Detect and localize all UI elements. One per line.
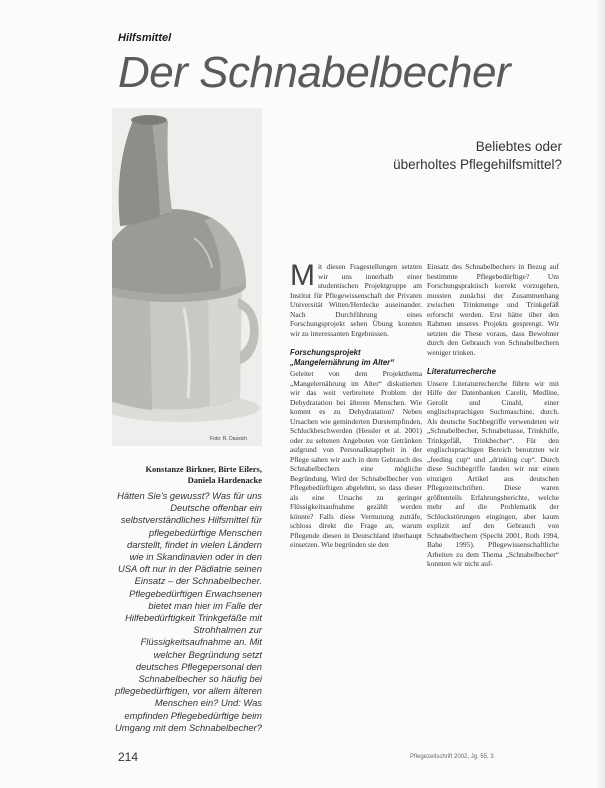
subtitle bbox=[300, 138, 562, 174]
article-photo bbox=[112, 108, 262, 446]
subtitle-line-1: Beliebtes oder bbox=[475, 139, 562, 154]
page-number: 214 bbox=[118, 750, 139, 764]
section-heading: Literaturrecherche bbox=[427, 367, 496, 376]
section-heading: Forschungsprojekt „Mangelernährung im Alter“ bbox=[290, 348, 395, 367]
authors-line-1: Konstanze Birkner, Birte Eilers, bbox=[145, 464, 262, 474]
body-column-2 bbox=[427, 262, 559, 569]
body-paragraph: Geleitet von dem Projektthema „Mangelernährung im Alter“ diskutierten wir das weit verbreitete Problem der Dehydratation bei älteren Menschen. Wie kommt es zu Dehydratation? Neben Ursachen wie geminderten Durstempfinden, Schluckbeschwerden (Hessler et al. 2001) oder zu seltenen Angeboten von Getränken aufgrund von Personalknappheit in der Pflege sahen wir auch in dem Gebrauch des Schnabelbechers eine mögliche Begründung. Wird der Schnabelbecher von Pflegebedürftigen abgelehnt, so dass dieser als eine Ursache zu geringer Flüssigkeitsaufnahme gezählt werden könnte? Falls diese Vermutung zuträfe, schloss direkt die Frage an, warum Pflegende diesen in Deutschland überhaupt einsetzen. Wie begründen sie den bbox=[290, 369, 422, 549]
body-paragraph: Einsatz des Schnabelbechers in Bezug auf bestimmte Pflegebedürftige? Um Forschungspraktisch korrekt vorzugehen, mussten zunächst der Zusammenhang zwischen Trinkmenge und Trinkgefäß erforscht werden. Erst hätte über den Rahmen unseres Projekts gesprengt. Wir setzten die These voraus, dass Bewohner durch den Gebrauch von Schnabelbechern weniger trinken. bbox=[427, 262, 559, 357]
section-label: Hilfsmittel bbox=[118, 32, 172, 44]
scan-edge-shading bbox=[595, 0, 605, 788]
subtitle-line-2: überholtes Pflegehilfsmittel? bbox=[393, 157, 562, 172]
authors bbox=[112, 464, 262, 485]
authors-line-2: Daniela Hardenacke bbox=[187, 474, 262, 485]
photo-credit: Foto: R. Dassich bbox=[210, 436, 247, 442]
feeding-cup-illustration bbox=[112, 108, 262, 446]
paragraph-text: it diesen Fragestellungen setzten wir uns innerhalb einer studentischen Projektgruppe am Institut für Pflegewissenschaft der Privaten Universität Witten/Herdecke auseinander. Nach Durchführung eines Forschungsprojekt sehen Übung konnten wir zu interessanten Ergebnissen. bbox=[290, 262, 422, 338]
body-paragraph bbox=[290, 259, 422, 338]
footer-reference: Pflegezeitschrift 2002, Jg. 55, 3 bbox=[410, 754, 494, 760]
page-title: Der Schnabelbecher bbox=[118, 48, 511, 97]
drop-cap: M bbox=[290, 259, 315, 292]
intro-text: Hätten Sie's gewusst? Was für uns Deutsche offenbar ein selbstverständliches Hilfsmittel für pflegebedürftige Menschen darstellt, findet in vielen Ländern wie in Skandinavien oder in den USA oft nur in der Pädiatrie seinen Einsatz – der Schnabelbecher. Pflegebedürftigen Erwachsenen bietet man hier im Falle der Hilfebedürftigkeit Trinkgefäße mit Strohhalmen zur Flüssigkeitsaufnahme an. Mit welcher Begründung setzt deutsches Pflegepersonal den Schnabelbecher so häufig bei pflegebedürftigen, vor allem älteren Menschen ein? Und: Was empfinden Pflegebedürftige beim Umgang mit dem Schnabelbecher? bbox=[115, 490, 262, 733]
body-paragraph: Unsere Literaturrecherche führte wir mit Hilfe der Datenbanken Carelit, Medline, Gerolit und Cinahl, einer englischsprachigen Suchmaschine, durch. Als deutsche Suchbegriffe verwendeten wir „Schnabelbecher, Schnabeltasse, Trinkhilfe, Trinkgefäß, Trinkbecher“. Für den englischsprachigen Bereich benutzten wir „feeding cup“ und „drinking cup“. Durch diese Suchbegriffe fanden wir nur einen einzigen Artikel aus deutschen Pflegezeitschriften. Diese waren größtenteils Erfahrungsberichte, welche mehr auf die Problematik der Schluckstörungen eingingen, aber kaum explizit auf den Gebrauch von Schnabelbechern (Specht 2001, Roth 1994, Bahe 1995). Pflegewissenschaftliche Arbeiten zu dem Thema „Schnabelbecher“ konnten wir nicht auf- bbox=[427, 378, 559, 568]
body-column-1 bbox=[290, 259, 422, 550]
